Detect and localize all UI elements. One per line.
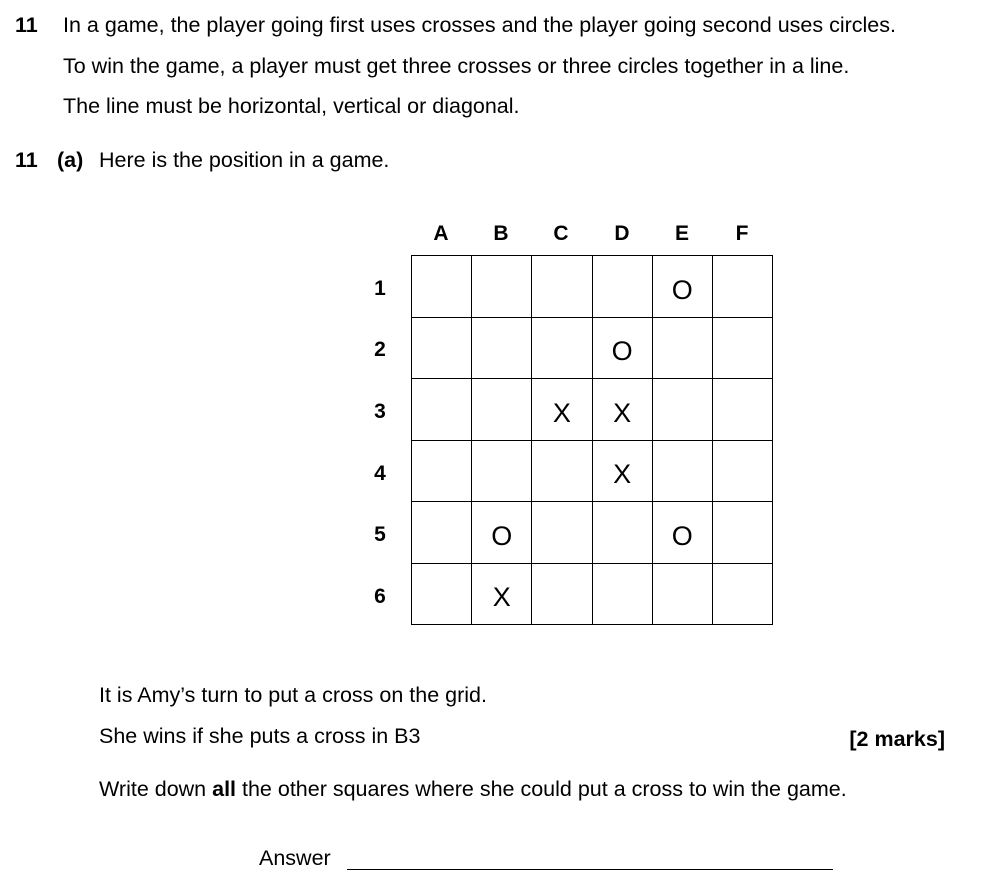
body-line-2: She wins if she puts a cross in B3: [99, 724, 421, 748]
grid-cell-e5: O: [653, 502, 713, 564]
column-label-e: E: [674, 222, 689, 245]
part-label: (a): [57, 148, 84, 172]
intro-line-2: To win the game, a player must get three crosses or three circles together in a line.: [63, 54, 850, 78]
game-grid: [411, 255, 773, 625]
grid-cell-f3: [713, 379, 773, 441]
question-number: 11: [15, 13, 38, 37]
grid-cell-f2: [713, 318, 773, 380]
instruction-after: the other squares where she could put a cross to win the game.: [236, 777, 847, 801]
column-label-f: F: [735, 222, 749, 245]
answer-label: Answer: [259, 846, 331, 870]
grid-cell-f4: [713, 441, 773, 503]
grid-cell-b1: [472, 256, 532, 318]
intro-line-1: In a game, the player going first uses crosses and the player going second uses circles.: [63, 13, 896, 37]
grid-cell-e6: [653, 564, 713, 626]
grid-cell-b2: [472, 318, 532, 380]
row-label-4: 4: [374, 462, 386, 485]
row-label-3: 3: [374, 400, 386, 423]
grid-cell-c6: [532, 564, 592, 626]
column-label-b: B: [493, 222, 509, 245]
grid-cell-d1: [593, 256, 653, 318]
instruction-text: [99, 777, 847, 802]
grid-cell-c1: [532, 256, 592, 318]
grid-cell-d5: [593, 502, 653, 564]
grid-cell-c3: X: [532, 379, 592, 441]
instruction-before: Write down: [99, 777, 213, 801]
grid-cell-a2: [412, 318, 472, 380]
row-label-1: 1: [374, 277, 386, 300]
grid-cell-d2: O: [593, 318, 653, 380]
grid-cell-e1: O: [653, 256, 713, 318]
column-label-c: C: [553, 222, 569, 245]
grid-cell-d4: X: [593, 441, 653, 503]
grid-cell-f6: [713, 564, 773, 626]
marks-label: [2 marks]: [849, 727, 945, 751]
grid-cell-a6: [412, 564, 472, 626]
part-text: Here is the position in a game.: [99, 148, 390, 172]
grid-cell-d6: [593, 564, 653, 626]
grid-cell-b3: [472, 379, 532, 441]
grid-cell-b5: O: [472, 502, 532, 564]
body-line-1: It is Amy’s turn to put a cross on the grid.: [99, 683, 487, 707]
grid-cell-e4: [653, 441, 713, 503]
grid-cell-a3: [412, 379, 472, 441]
instruction-emphasis: all: [212, 777, 237, 801]
grid-cell-c4: [532, 441, 592, 503]
grid-cell-f5: [713, 502, 773, 564]
grid-cell-e2: [653, 318, 713, 380]
grid-cell-a4: [412, 441, 472, 503]
part-number: 11: [15, 148, 38, 172]
column-label-a: A: [433, 222, 449, 245]
row-label-2: 2: [374, 338, 386, 361]
grid-cell-d3: X: [593, 379, 653, 441]
answer-line[interactable]: [347, 869, 833, 870]
grid-cell-c2: [532, 318, 592, 380]
grid-cell-f1: [713, 256, 773, 318]
row-label-5: 5: [374, 523, 386, 546]
grid-cell-e3: [653, 379, 713, 441]
row-label-6: 6: [374, 585, 386, 608]
grid-cell-c5: [532, 502, 592, 564]
grid-cell-b6: X: [472, 564, 532, 626]
column-label-d: D: [614, 222, 630, 245]
grid-cell-a5: [412, 502, 472, 564]
grid-cell-a1: [412, 256, 472, 318]
grid-cell-b4: [472, 441, 532, 503]
intro-line-3: The line must be horizontal, vertical or diagonal.: [63, 94, 520, 118]
